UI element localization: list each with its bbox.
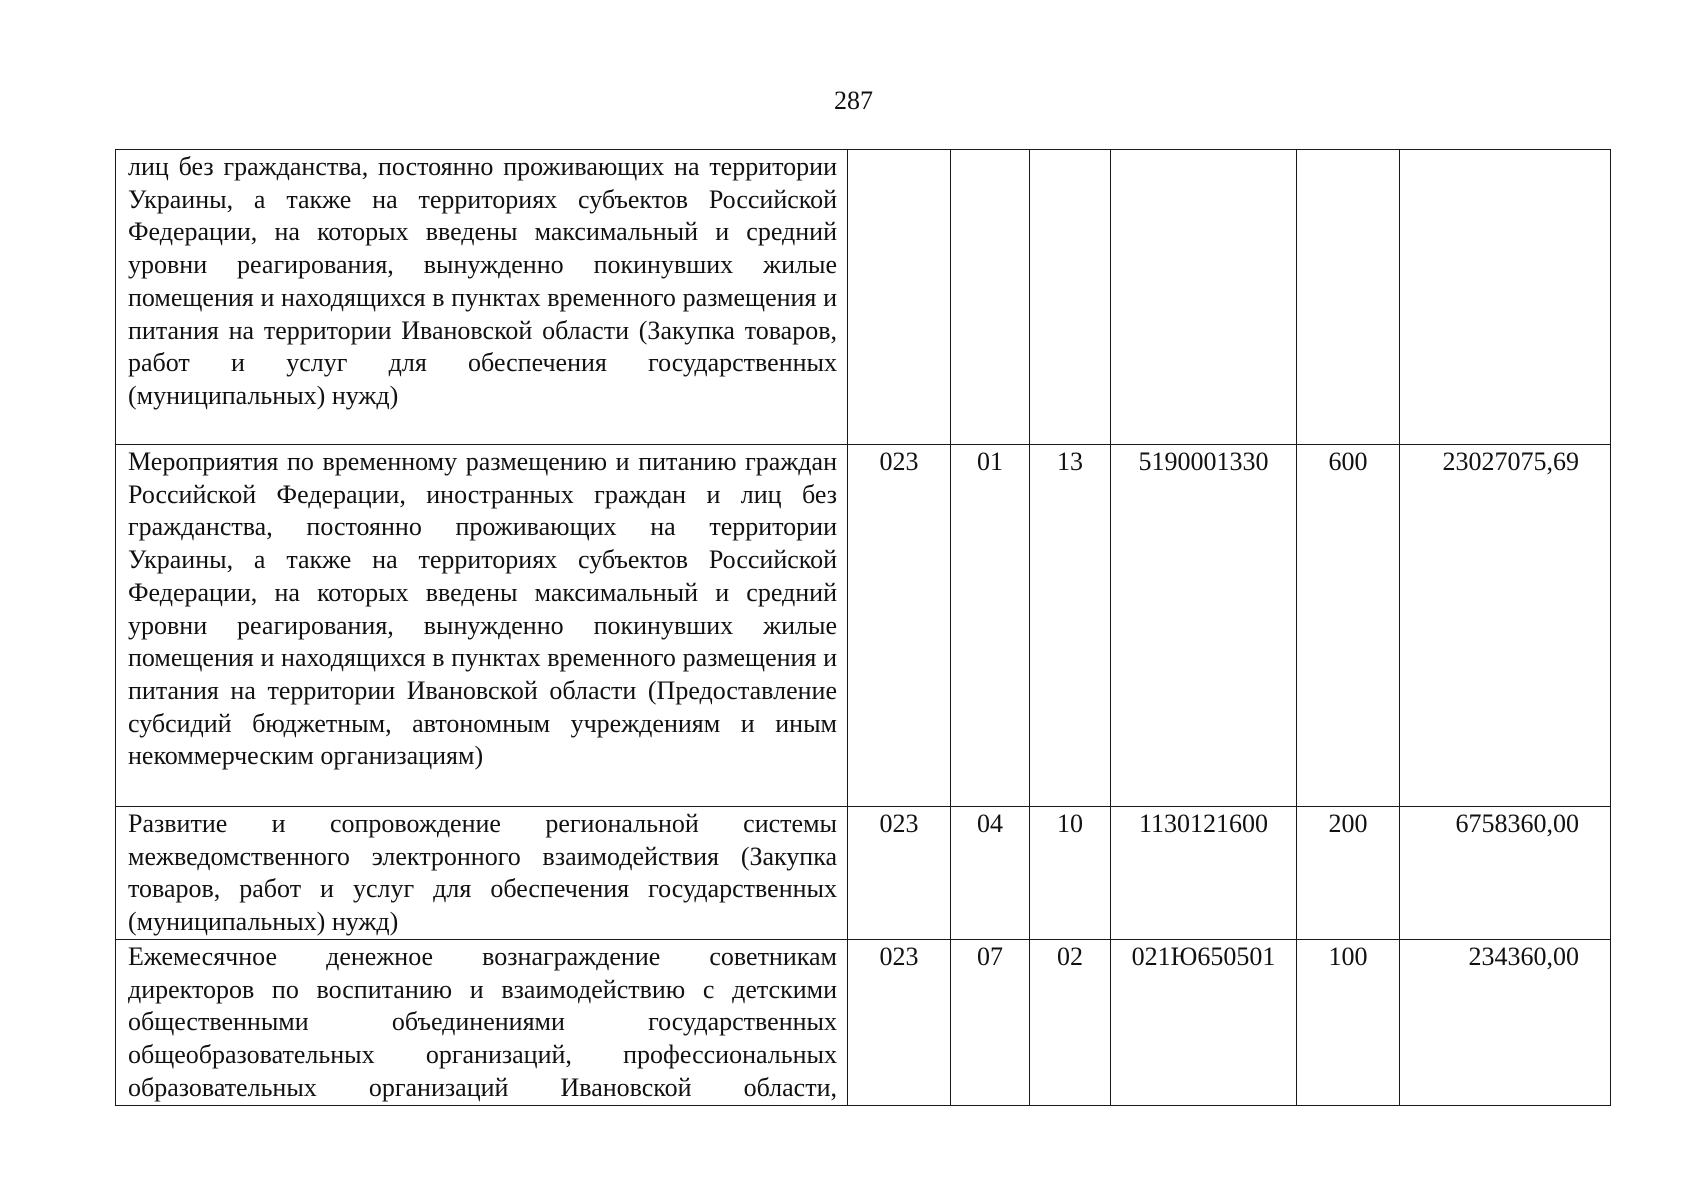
row-description: Ежемесячное денежное вознаграждение советникам директоров по воспитанию и взаимодействию с детскими общественными объединениями государственных общеобразовательных организаций, профессиональных образовательных организаций Ивановской области,	[128, 941, 837, 1102]
grbs-code-cell: 023	[848, 807, 951, 940]
grbs-code-cell: 023	[848, 445, 951, 807]
subsection-code-cell	[1030, 150, 1111, 445]
row-description-cell	[116, 807, 848, 940]
subsection-code-cell: 10	[1030, 807, 1111, 940]
amount-cell	[1400, 150, 1611, 445]
row-description-cell	[116, 150, 848, 445]
target-article-cell: 021Ю650501	[1111, 939, 1297, 1105]
table-row	[116, 150, 1611, 445]
target-article-cell: 5190001330	[1111, 445, 1297, 807]
row-description: Мероприятия по временному размещению и питанию граждан Российской Федерации, иностранных граждан и лиц без гражданства, постоянно проживающих на территории Украины, а также на территориях субъектов Российской Федерации, на которых введены максимальный и средний уровни реагирования, вынужденно покинувших жилые помещения и находящихся в пунктах временного размещения и питания на территории Ивановской области (Предоставление субсидий бюджетным, автономным учреждениям и иным некоммерческим организациям)	[128, 447, 837, 771]
table-row	[116, 445, 1611, 807]
expense-type-cell: 600	[1297, 445, 1400, 807]
expense-type-cell: 200	[1297, 807, 1400, 940]
grbs-code-cell	[848, 150, 951, 445]
expense-type-cell	[1297, 150, 1400, 445]
amount-cell: 6758360,00	[1400, 807, 1611, 940]
section-code-cell	[951, 150, 1030, 445]
row-description: Развитие и сопровождение региональной системы межведомственного электронного взаимодействия (Закупка товаров, работ и услуг для обеспечения государственных (муниципальных) нужд)	[128, 809, 837, 937]
page-number: 287	[834, 86, 873, 115]
section-code-cell: 01	[951, 445, 1030, 807]
section-code-cell: 04	[951, 807, 1030, 940]
row-description: лиц без гражданства, постоянно проживающих на территории Украины, а также на территориях субъектов Российской Федерации, на которых введены максимальный и средний уровни реагирования, вынужденно покинувших жилые помещения и находящихся в пунктах временного размещения и питания на территории Ивановской области (Закупка товаров, работ и услуг для обеспечения государственных (муниципальных) нужд)	[128, 152, 837, 410]
section-code-cell: 07	[951, 939, 1030, 1105]
target-article-cell: 1130121600	[1111, 807, 1297, 940]
amount-cell: 23027075,69	[1400, 445, 1611, 807]
expense-type-cell: 100	[1297, 939, 1400, 1105]
row-description-cell	[116, 445, 848, 807]
row-description-cell	[116, 939, 848, 1105]
table-row	[116, 807, 1611, 940]
grbs-code-cell: 023	[848, 939, 951, 1105]
table-row	[116, 939, 1611, 1105]
budget-table	[115, 149, 1611, 1106]
subsection-code-cell: 02	[1030, 939, 1111, 1105]
amount-cell: 234360,00	[1400, 939, 1611, 1105]
target-article-cell	[1111, 150, 1297, 445]
subsection-code-cell: 13	[1030, 445, 1111, 807]
